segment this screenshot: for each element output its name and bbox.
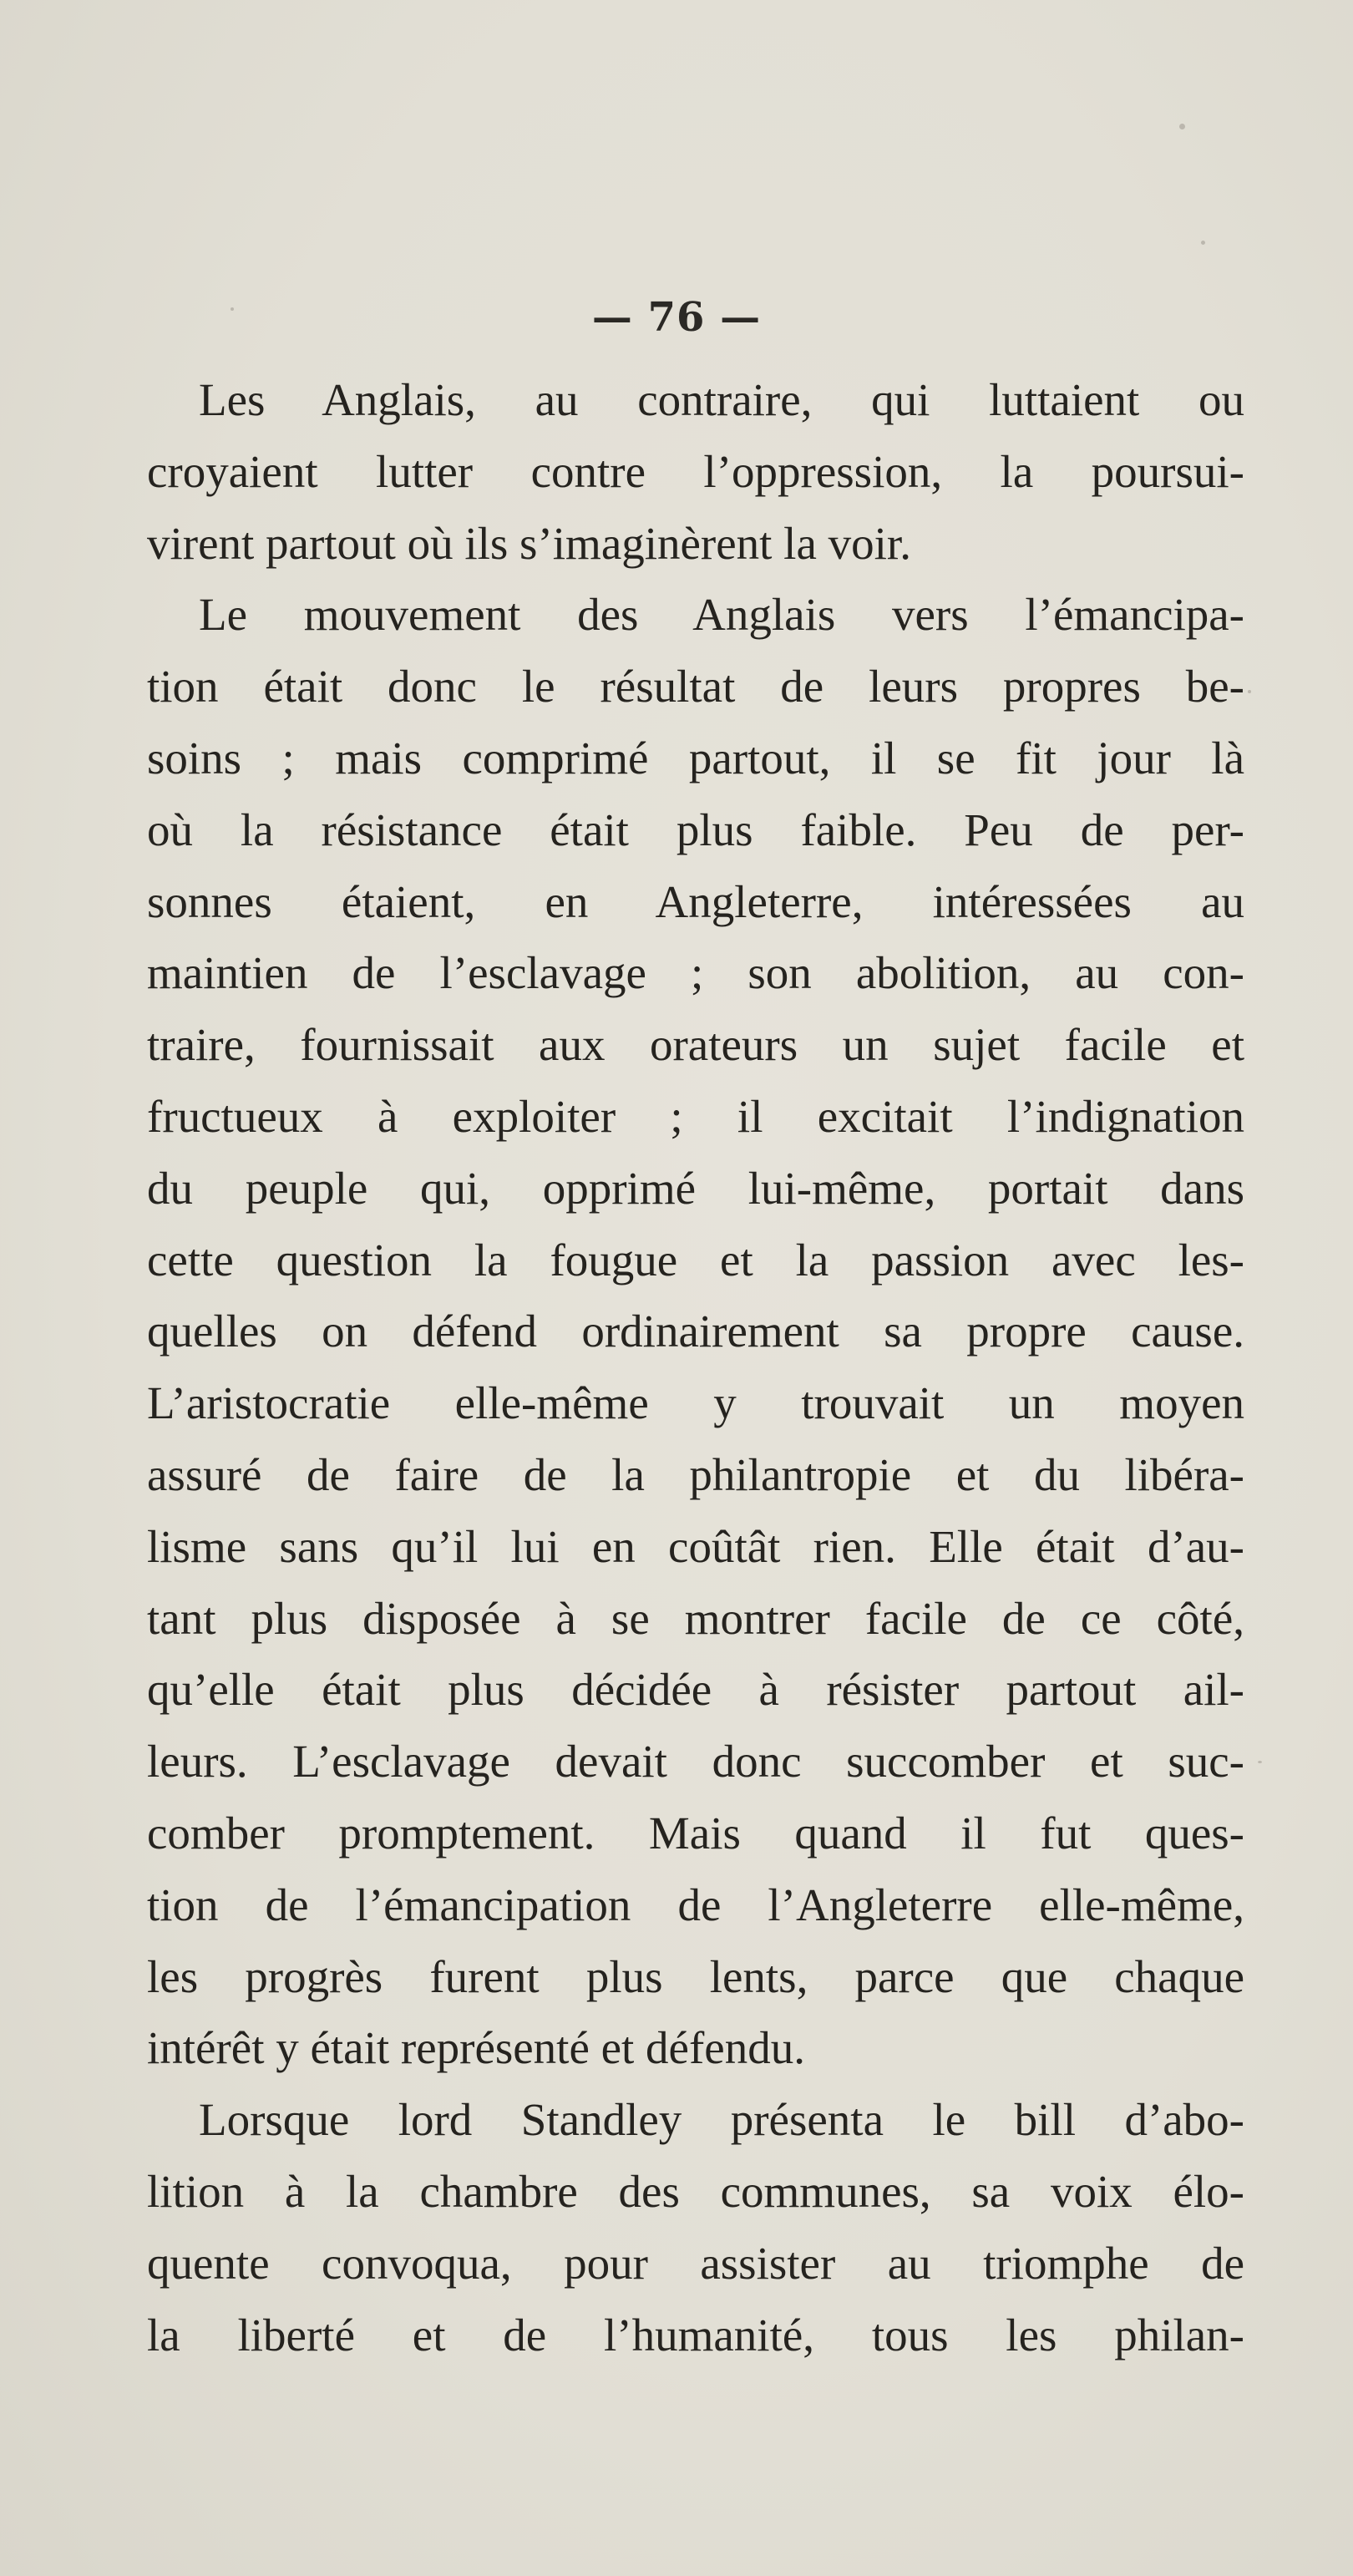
text-line: croyaient lutter contre l’oppression, la poursui- bbox=[147, 445, 1244, 497]
text-line: cette question la fougue et la passion avec les- bbox=[147, 1234, 1244, 1285]
text-line: la liberté et de l’humanité, tous les philan- bbox=[147, 2309, 1244, 2360]
paper-speck bbox=[1258, 1761, 1262, 1763]
text-line: tant plus disposée à se montrer facile de ce côté, bbox=[147, 1592, 1244, 1644]
text-line: tion était donc le résultat de leurs propres be- bbox=[147, 661, 1244, 712]
text-line: lisme sans qu’il lui en coûtât rien. Elle était d’au- bbox=[147, 1520, 1244, 1572]
text-line: tion de l’émancipation de l’Angleterre elle-même, bbox=[147, 1879, 1244, 1930]
paper-speck bbox=[1201, 241, 1205, 245]
text-line: du peuple qui, opprimé lui-même, portait dans bbox=[147, 1162, 1244, 1214]
text-line: L’aristocratie elle-même y trouvait un moyen bbox=[147, 1377, 1244, 1429]
text-line: Le mouvement des Anglais vers l’émancipa- bbox=[199, 589, 1244, 641]
text-line: qu’elle était plus décidée à résister partout ail- bbox=[147, 1664, 1244, 1716]
text-line: leurs. L’esclavage devait donc succomber et suc- bbox=[147, 1736, 1244, 1787]
paper-speck bbox=[1248, 690, 1251, 693]
text-line: intérêt y était représenté et défendu. bbox=[147, 2022, 805, 2074]
text-line: quente convoqua, pour assister au triomphe de bbox=[147, 2237, 1244, 2289]
text-line: Les Anglais, au contraire, qui luttaient ou bbox=[199, 374, 1244, 425]
page-number: — 76 — bbox=[591, 294, 762, 341]
body-text bbox=[147, 364, 1244, 2371]
text-line: assuré de faire de la philantropie et du libéra- bbox=[147, 1448, 1244, 1500]
text-line: Lorsque lord Standley présenta le bill d’abo- bbox=[199, 2094, 1244, 2146]
text-line: les progrès furent plus lents, parce que chaque bbox=[147, 1950, 1244, 2002]
text-line: traire, fournissait aux orateurs un sujet facile et bbox=[147, 1019, 1244, 1071]
text-line: sonnes étaient, en Angleterre, intéressées au bbox=[147, 875, 1244, 927]
text-line: où la résistance était plus faible. Peu de per- bbox=[147, 804, 1244, 855]
text-line: quelles on défend ordinairement sa propre cause. bbox=[147, 1306, 1244, 1357]
text-line: soins ; mais comprimé partout, il se fit jour là bbox=[147, 732, 1244, 783]
text-line: lition à la chambre des communes, sa voix élo- bbox=[147, 2165, 1244, 2217]
text-line: comber promptement. Mais quand il fut ques- bbox=[147, 1807, 1244, 1858]
text-line: virent partout où ils s’imaginèrent la voir. bbox=[147, 517, 911, 569]
text-line: fructueux à exploiter ; il excitait l’indignation bbox=[147, 1090, 1244, 1142]
text-line: maintien de l’esclavage ; son abolition, au con- bbox=[147, 947, 1244, 999]
paper-speck bbox=[1179, 124, 1185, 129]
